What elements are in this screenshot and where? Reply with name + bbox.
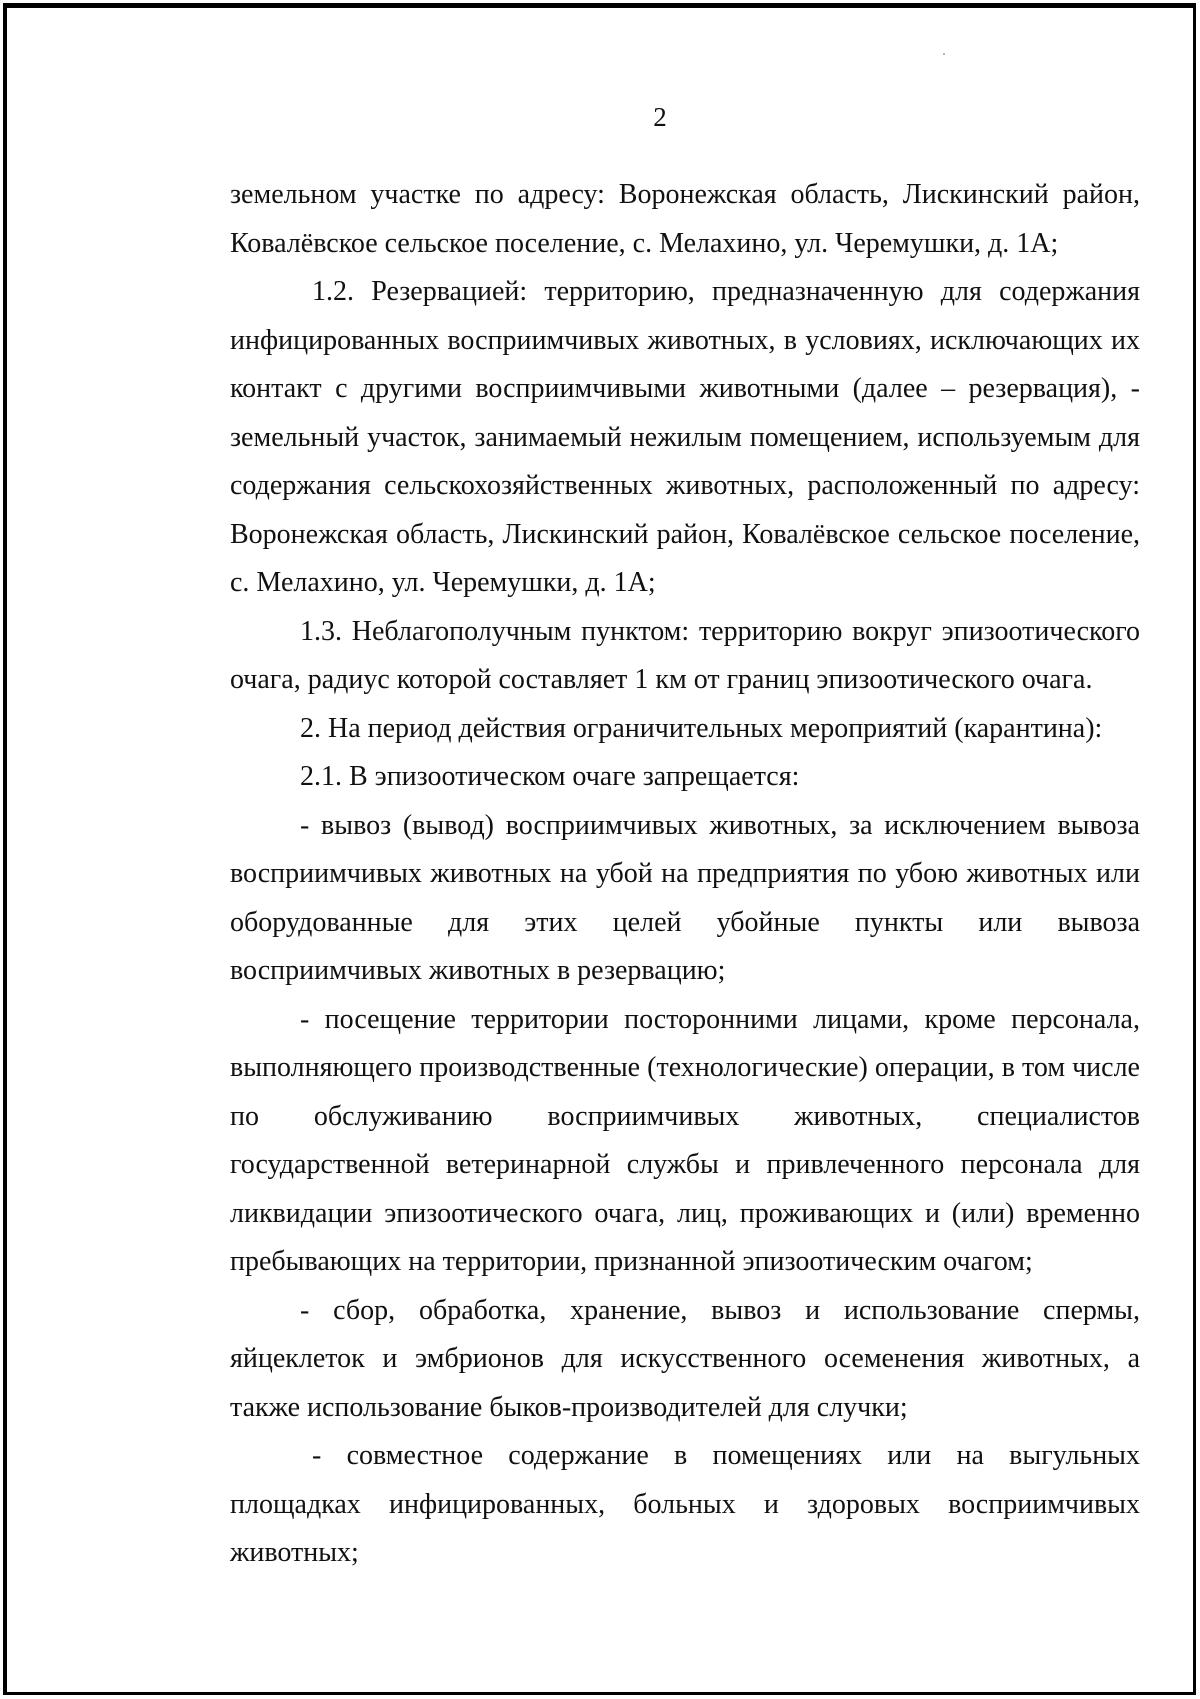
paragraph-prohibition-semen: - сбор, обработка, хранение, вывоз и использование спермы, яйцеклеток и эмбрионов для искусственного осеменения животных, а также использование быков-производителей для случки; — [230, 1294, 1140, 1423]
paragraph-2-1-prohibitions: 2.1. В эпизоотическом очаге запрещается: — [300, 761, 800, 792]
paragraph-prohibition-visits: - посещение территории посторонними лицами, кроме персонала, выполняющего производственные (технологические) операции, в том числе по обслуживанию восприимчивых животных, специалистов государственной ветеринарной службы и привлеченного персонала для ликвидации эпизоотического очага, лиц, проживающих и (или) временно пребывающих на территории, признанной эпизоотическим очагом; — [230, 1003, 1140, 1277]
page-number: 2 — [653, 102, 667, 132]
paragraph-1-3-unfavorable-point: 1.3. Неблагополучным пунктом: территорию вокруг эпизоотического очага, радиус которой составляет 1 км от границ эпизоотического очага. — [230, 615, 1140, 695]
paragraph-prohibition-export: - вывоз (вывод) восприимчивых животных, за исключением вывоза восприимчивых животных на убой на предприятия по убою животных или оборудованные для этих целей убойные пункты или вывоза восприимчивых животных в резервацию; — [230, 809, 1140, 986]
scan-speck — [943, 53, 945, 55]
paragraph-address-continuation: земельном участке по адресу: Воронежская область, Лискинский район, Ковалёвское сельское поселение, с. Мелахино, ул. Черемушки, д. 1А; — [230, 179, 1140, 259]
document-body — [230, 171, 1140, 1578]
paragraph-1-2-reservation: 1.2. Резервацией: территорию, предназначенную для содержания инфицированных восприимчивых животных, в условиях, исключающих их контакт с другими восприимчивыми животными (далее – резервация), - земельный участок, занимаемый нежилым помещением, используемым для содержания сельскохозяйственных животных, расположенный по адресу: Воронежская область, Лискинский район, Ковалёвское сельское поселение, с. Мелахино, ул. Черемушки, д. 1А; — [230, 276, 1140, 598]
paragraph-2-quarantine-period: 2. На период действия ограничительных мероприятий (карантина): — [300, 712, 1103, 744]
paragraph-prohibition-joint-keeping: - совместное содержание в помещениях или на выгульных площадках инфицированных, больных и здоровых восприимчивых животных; — [230, 1440, 1140, 1568]
